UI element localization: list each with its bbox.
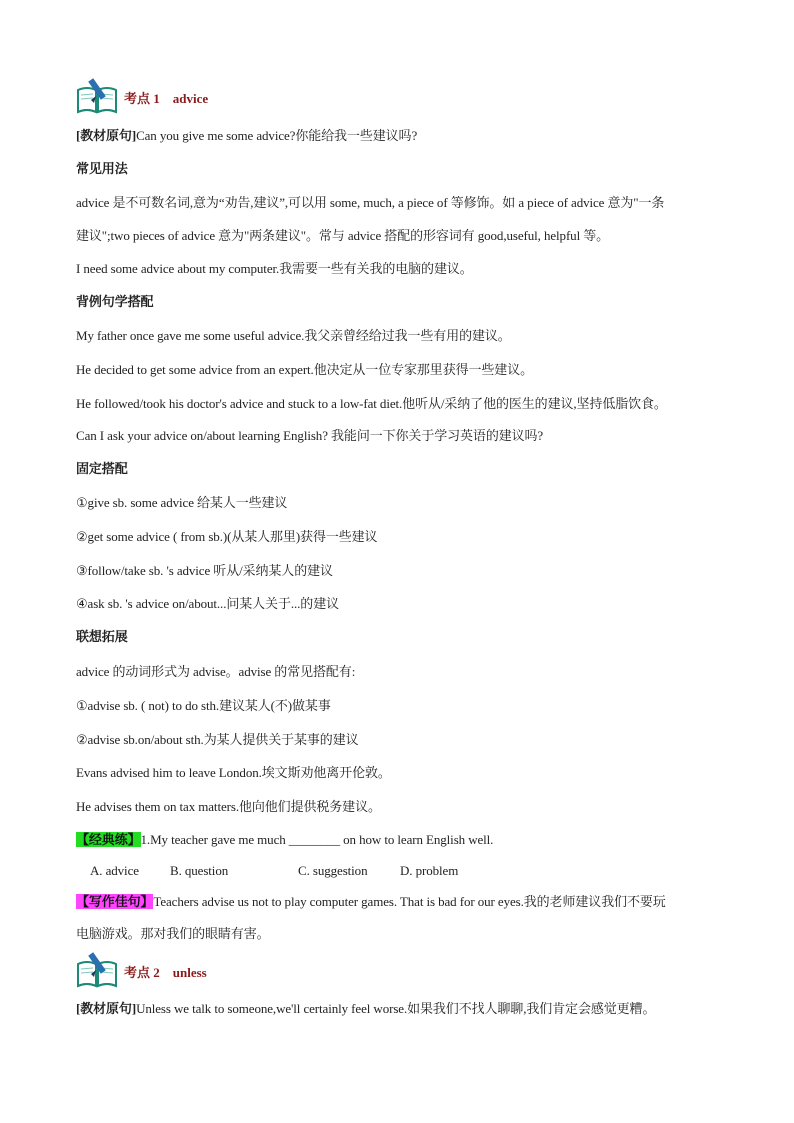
collocation-item: ①give sb. some advice 给某人一些建议 [76,495,288,510]
option-a: A. advice [90,863,139,878]
option-c: C. suggestion [298,863,368,878]
extension-example: Evans advised him to leave London.埃文斯劝他离开伦敦。 [76,765,391,780]
practice-question-text: 1.My teacher gave me much ________ on how to learn English well. [140,832,494,847]
source-tag: [教材原句] [76,128,137,143]
fixed-collocations-heading: 固定搭配 [76,461,128,476]
usage-paragraph-line-2: 建议";two pieces of advice 意为"两条建议"。常与 advice 搭配的形容词有 good,useful, helpful 等。 [76,228,610,243]
extension-heading: 联想拓展 [76,629,128,644]
source-sentence-1 [76,128,417,144]
source-tag: [教材原句] [76,1001,137,1016]
open-book-pencil-icon [76,78,118,116]
writing-text: Teachers advise us not to play computer games. That is bad for our eyes.我的老师建议我们不要玩 [153,894,666,909]
extension-example: He advises them on tax matters.他向他们提供税务建议。 [76,799,381,814]
section-2-heading [76,952,207,990]
section-1-title: 考点 1 advice [124,90,209,106]
example-sentence: My father once gave me some useful advice.我父亲曾经给过我一些有用的建议。 [76,328,511,343]
collocation-item: ②get some advice ( from sb.)(从某人那里)获得一些建议 [76,529,378,544]
source-text: Can you give me some advice?你能给我一些建议吗? [136,128,418,143]
source-sentence-2 [76,1001,655,1017]
answer-options [90,863,458,879]
writing-sentence-line-2: 电脑游戏。那对我们的眼睛有害。 [76,926,270,941]
examples-heading: 背例句学搭配 [76,294,154,309]
section-2-title: 考点 2 unless [124,964,207,980]
writing-sentence-line-1 [76,894,666,910]
extension-item: ①advise sb. ( not) to do sth.建议某人(不)做某事 [76,698,331,713]
usage-paragraph-line-1: advice 是不可数名词,意为“劝告,建议”,可以用 some, much, a piece of 等修饰。如 a piece of advice 意为"一条 [76,195,665,210]
practice-tag: 【经典练】 [76,832,141,847]
practice-question [76,832,493,848]
example-sentence: He followed/took his doctor's advice and stuck to a low-fat diet.他听从/采纳了他的医生的建议,坚持低脂饮食。 [76,396,667,411]
source-text: Unless we talk to someone,we'll certainly feel worse.如果我们不找人聊聊,我们肯定会感觉更糟。 [136,1001,656,1016]
option-d: D. problem [400,863,459,878]
example-sentence: He decided to get some advice from an expert.他决定从一位专家那里获得一些建议。 [76,362,534,377]
usage-heading: 常见用法 [76,161,128,176]
extension-item: ②advise sb.on/about sth.为某人提供关于某事的建议 [76,732,359,747]
open-book-pencil-icon [76,952,118,990]
usage-example: I need some advice about my computer.我需要一些有关我的电脑的建议。 [76,261,473,276]
example-sentence: Can I ask your advice on/about learning English? 我能问一下你关于学习英语的建议吗? [76,428,544,443]
writing-tag: 【写作佳句】 [76,894,154,909]
collocation-item: ③follow/take sb. 's advice 听从/采纳某人的建议 [76,563,333,578]
option-b: B. question [170,863,229,878]
collocation-item: ④ask sb. 's advice on/about...问某人关于...的建议 [76,596,340,611]
section-1-heading [76,78,208,116]
extension-intro: advice 的动词形式为 advise。advise 的常见搭配有: [76,664,356,679]
